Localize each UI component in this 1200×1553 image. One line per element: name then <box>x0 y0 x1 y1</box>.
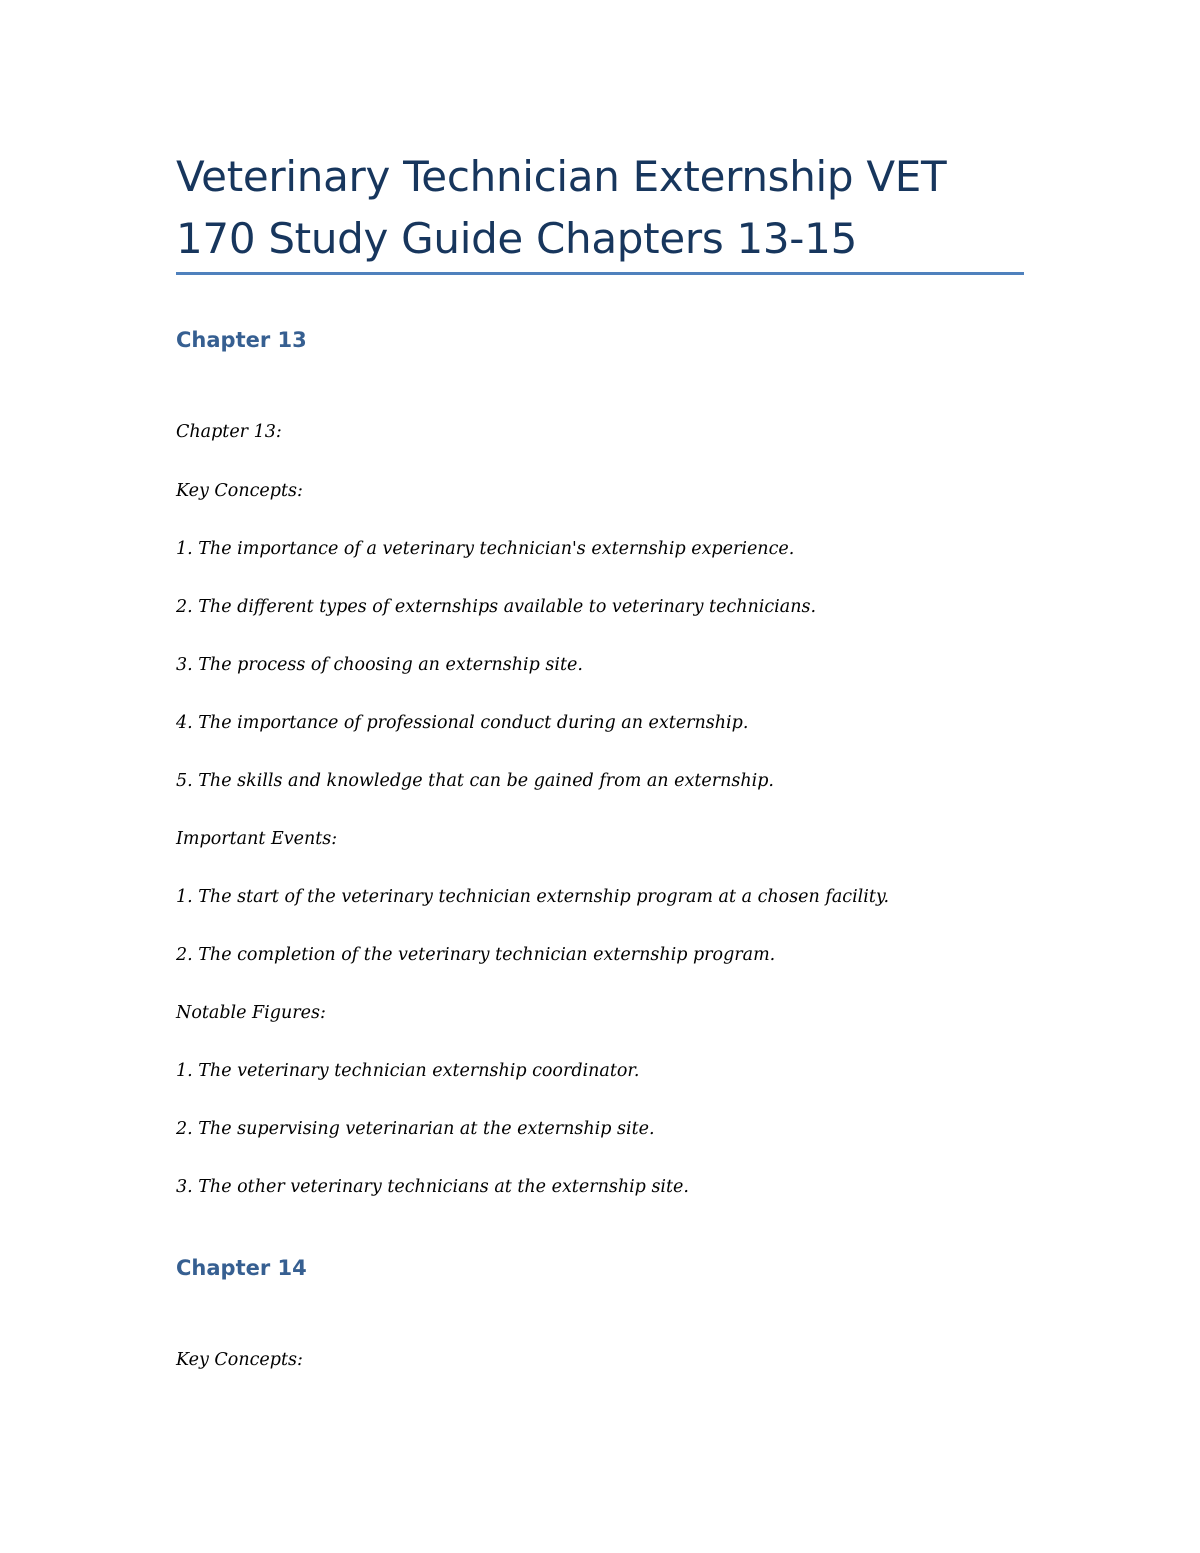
chapter-14-key-concepts-label: Key Concepts: <box>176 1350 303 1370</box>
notable-figure-item: 1. The veterinary technician externship coordinator. <box>176 1061 640 1081</box>
notable-figure-item: 2. The supervising veterinarian at the externship site. <box>176 1119 655 1139</box>
chapter-14-heading: Chapter 14 <box>176 1256 307 1280</box>
document-title: Veterinary Technician Externship VET 170 Study Guide Chapters 13-15 <box>176 152 947 263</box>
chapter-13-subheading: Chapter 13: <box>176 422 282 442</box>
key-concept-item: 4. The importance of professional conduct during an externship. <box>176 713 749 733</box>
important-event-item: 1. The start of the veterinary technician externship program at a chosen facility. <box>176 887 890 907</box>
key-concept-item: 1. The importance of a veterinary technician's externship experience. <box>176 539 795 559</box>
title-underline <box>176 272 1024 275</box>
notable-figure-item: 3. The other veterinary technicians at the externship site. <box>176 1177 689 1197</box>
key-concept-item: 2. The different types of externships available to veterinary technicians. <box>176 597 817 617</box>
chapter-13-heading: Chapter 13 <box>176 328 307 352</box>
key-concepts-label: Key Concepts: <box>176 481 303 501</box>
important-events-label: Important Events: <box>176 829 338 849</box>
key-concept-item: 5. The skills and knowledge that can be gained from an externship. <box>176 771 774 791</box>
important-event-item: 2. The completion of the veterinary technician externship program. <box>176 945 776 965</box>
key-concept-item: 3. The process of choosing an externship site. <box>176 655 583 675</box>
notable-figures-label: Notable Figures: <box>176 1003 326 1023</box>
